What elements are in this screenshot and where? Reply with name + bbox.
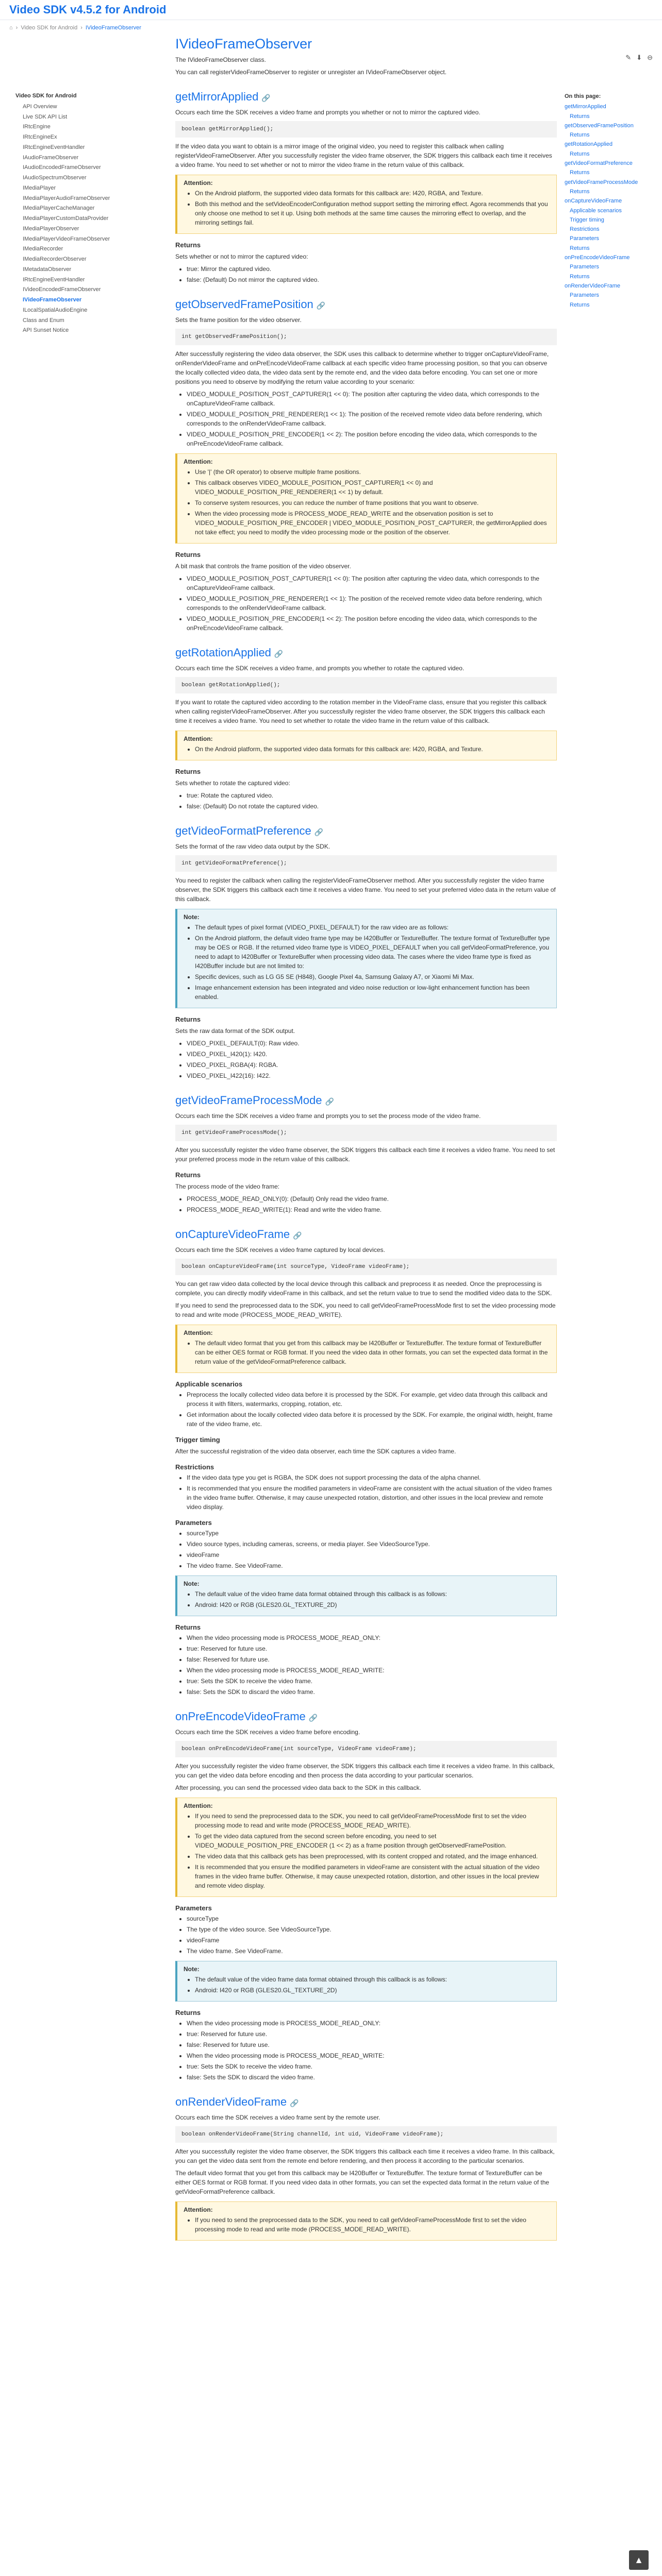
link-icon[interactable]: 🔗	[261, 94, 271, 102]
attention-box-label: Attention:	[184, 735, 213, 742]
list-item: • It is recommended that you ensure the modified parameters in videoFrame are consistent with the actual situation of the video frames in the video frame buffer. Otherwise, it may cause unexpected rotation, distortion, and other issues in the local preview and remote video display.	[195, 1862, 550, 1890]
list-item: • On the Android platform, the default video frame type may be I420Buffer or TextureBuffer. The texture format of TextureBuffer type may be OES or RGB. If the returned video frame type is VIDEO_PIXEL_DEFAULT when you call getVideoFormatPreference, you need to adapt to I420Buffer or TextureBuffer when processing video data. The cases where the video frame type is fixed as I420Buffer include but are not limited to:	[195, 934, 550, 971]
list-item: • PROCESS_MODE_READ_ONLY(0): (Default) Only read the video frame.	[187, 1194, 557, 1204]
list-item: • Specific devices, such as LG G5 SE (H848), Google Pixel 4a, Samsung Galaxy A7, or Xiaomi Mi Max.	[195, 972, 550, 981]
attention-box	[175, 1798, 557, 1897]
toc-link[interactable]: getVideoFormatPreference	[565, 160, 633, 167]
subsection-list	[175, 1390, 557, 1429]
list-item: • VIDEO_PIXEL_DEFAULT(0): Raw video.	[187, 1039, 557, 1048]
attention-box-list	[184, 467, 550, 537]
link-icon[interactable]: 🔗	[325, 1097, 334, 1106]
list-item: • When the video processing mode is PROCESS_MODE_READ_WRITE and the observation position is set to VIDEO_MODULE_POSITION_PRE_ENCODER | VIDEO_MODULE_POSITION_POST_CAPTURER, the getMirrorApplied does not take effect; you need to modify the video processing mode or the position of the observer.	[195, 509, 550, 537]
subsection-heading: Parameters	[175, 1519, 212, 1527]
list-item: • Use '|' (the OR operator) to observe multiple frame positions.	[195, 467, 550, 477]
body-text: After successfully registering the video data observer, the SDK uses this callback to determine whether to trigger onCaptureVideoFrame, onRenderVideoFrame and onPreEncodeVideoFrame callback at each specific video frame processing position, so that you can observe the locally collected video data, the video data sent by the remote end, and the video data before encoding. You can set one or more positions you need to observe by modifying the return value according to your scenario:	[175, 350, 549, 385]
attention-box-label: Attention:	[184, 179, 213, 187]
back-to-top-button[interactable]: ▲	[629, 2550, 649, 2570]
link-icon[interactable]: 🔗	[293, 1231, 302, 1240]
section-description: Occurs each time the SDK receives a video frame and prompts you to set the process mode of the video frame.	[175, 1112, 481, 1120]
list-item: • The default types of pixel format (VIDEO_PIXEL_DEFAULT) for the raw video are as follows:	[195, 923, 550, 932]
subsection-text: After the successful registration of the video data observer, each time the SDK captures a video frame.	[175, 1448, 456, 1455]
page-title: IVideoFrameObserver	[175, 36, 312, 52]
code-block: boolean onRenderVideoFrame(String channelId, int uid, VideoFrame videoFrame);	[175, 2126, 557, 2143]
link-icon[interactable]: 🔗	[274, 650, 284, 658]
attention-box-label: Attention:	[184, 1329, 213, 1336]
attention-box-list	[184, 744, 550, 754]
list-item: • To get the video data captured from the second screen before encoding, you need to set VIDEO_MODULE_POSITION_PRE_ENCODER (1 << 2) as a frame position through getObservedFramePosition.	[195, 1832, 550, 1850]
sidebar-item[interactable]: IAudioSpectrumObserver	[23, 175, 87, 181]
section-title	[175, 1710, 557, 1723]
list-item: • The default video format that you get from this callback may be I420Buffer or TextureBuffer. The texture format of TextureBuffer can be either OES format or RGB format. If you need the video data in other formats, you can set the expected data format in the return value of the getVideoFormatPreference callback.	[195, 1338, 550, 1366]
note-box-list	[184, 1589, 550, 1609]
page-intro: The IVideoFrameObserver class.	[175, 56, 266, 63]
sidebar-item[interactable]: IMediaPlayerCacheManager	[23, 205, 95, 212]
sidebar-item[interactable]: IAudioFrameObserver	[23, 154, 79, 161]
top-bar	[0, 0, 662, 20]
list-item: • On the Android platform, the supported video data formats for this callback are: I420, RGBA, and Texture.	[195, 744, 550, 754]
subsection-heading: Restrictions	[175, 1463, 214, 1471]
toc-sublink[interactable]: Parameters	[570, 235, 599, 242]
body-text: You need to register the callback when calling the registerVideoFrameObserver method. After you successfully register the video frame observer, the SDK triggers this callback each time it receives a video frame. You need to set your preferred video data in the return value of this callback.	[175, 877, 556, 903]
note-box-label: Note:	[184, 1580, 200, 1587]
subsection-heading: Trigger timing	[175, 1436, 220, 1444]
section-title-text: getMirrorApplied	[175, 90, 259, 103]
list-item: • VIDEO_PIXEL_RGBA(4): RGBA.	[187, 1060, 557, 1070]
code-block: int getVideoFrameProcessMode();	[175, 1125, 557, 1141]
returns-heading: Returns	[175, 241, 201, 249]
returns-list	[175, 791, 557, 811]
list-item: • Android: I420 or RGB (GLES20.GL_TEXTURE_2D)	[195, 1600, 550, 1609]
toc-sublink[interactable]: Returns	[570, 188, 590, 195]
toc-link[interactable]: getRotationApplied	[565, 141, 613, 148]
list-item: • VIDEO_MODULE_POSITION_PRE_ENCODER(1 << 2): The position before encoding the video data, which corresponds to the onPreEncodeVideoFrame callback.	[187, 614, 557, 633]
list-item: • VIDEO_PIXEL_I422(16): I422.	[187, 1071, 557, 1080]
sidebar-item[interactable]: IMediaPlayerAudioFrameObserver	[23, 195, 110, 201]
section-description: Sets the frame position for the video observer.	[175, 316, 302, 324]
returns-heading: Returns	[175, 1171, 201, 1179]
code-block: boolean onCaptureVideoFrame(int sourceType, VideoFrame videoFrame);	[175, 1259, 557, 1275]
section-title-text: onPreEncodeVideoFrame	[175, 1710, 306, 1723]
sidebar-item[interactable]: IMetadataObserver	[23, 266, 72, 273]
toc-sublink[interactable]: Applicable scenarios	[570, 207, 622, 214]
list-item: • PROCESS_MODE_READ_WRITE(1): Read and write the video frame.	[187, 1205, 557, 1214]
home-icon[interactable]: ⌂	[9, 25, 13, 31]
section-title-text: getObservedFramePosition	[175, 298, 313, 311]
sidebar-item[interactable]: IMediaRecorderObserver	[23, 256, 87, 262]
sidebar-item[interactable]: IRtcEngineEventHandler	[23, 144, 85, 150]
bullet-list	[175, 389, 557, 448]
link-icon[interactable]: 🔗	[314, 828, 324, 836]
list-item: • VIDEO_MODULE_POSITION_POST_CAPTURER(1 << 0): The position after capturing the video data, which corresponds to the onCaptureVideoFrame callback.	[187, 389, 557, 408]
attention-box-list	[184, 189, 550, 227]
returns-text: Sets whether to rotate the captured video:	[175, 779, 290, 787]
returns-list	[175, 1039, 557, 1080]
attention-box	[175, 731, 557, 760]
list-item: • When the video processing mode is PROCESS_MODE_READ_WRITE:	[187, 1666, 557, 1675]
returns-list	[175, 1194, 557, 1214]
list-item: • If you need to send the preprocessed data to the SDK, you need to call getVideoFrameProcessMode first to set the video processing mode to read and write mode (PROCESS_MODE_READ_WRITE).	[195, 1811, 550, 1830]
list-item: • The type of the video source. See VideoSourceType.	[187, 1925, 557, 1934]
list-item: • To conserve system resources, you can reduce the number of frame positions that you want to observe.	[195, 498, 550, 507]
code-block: int getVideoFormatPreference();	[175, 855, 557, 872]
section-description: Occurs each time the SDK receives a video frame captured by local devices.	[175, 1246, 385, 1253]
list-item: • VIDEO_MODULE_POSITION_PRE_ENCODER(1 << 2): The position before encoding the video data, which corresponds to the onPreEncodeVideoFrame callback.	[187, 430, 557, 448]
note-box-label: Note:	[184, 913, 200, 921]
subsection-list	[175, 2019, 557, 2082]
sidebar-root[interactable]: Video SDK for Android	[15, 93, 77, 99]
list-item: • On the Android platform, the supported video data formats for this callback are: I420, RGBA, and Texture.	[195, 189, 550, 198]
code-block: int getObservedFramePosition();	[175, 329, 557, 345]
list-item: • true: Sets the SDK to receive the video frame.	[187, 1676, 557, 1686]
returns-heading: Returns	[175, 768, 201, 775]
section-title	[175, 2095, 557, 2109]
toc-sublink[interactable]: Returns	[570, 113, 590, 120]
subsection-heading: Applicable scenarios	[175, 1380, 243, 1388]
section-title-text: onRenderVideoFrame	[175, 2095, 287, 2108]
section-description: Occurs each time the SDK receives a video frame before encoding.	[175, 1728, 360, 1736]
toc-link[interactable]: onRenderVideoFrame	[565, 282, 621, 289]
returns-text: A bit mask that controls the frame position of the video observer.	[175, 563, 351, 570]
breadcrumb-current[interactable]: IVideoFrameObserver	[85, 25, 141, 31]
sidebar-item[interactable]: ILocalSpatialAudioEngine	[23, 307, 88, 313]
list-item: • false: Sets the SDK to discard the video frame.	[187, 1687, 557, 1697]
list-item: • false: (Default) Do not rotate the captured video.	[187, 802, 557, 811]
page-tools	[625, 54, 653, 62]
section-title-text: onCaptureVideoFrame	[175, 1228, 290, 1241]
breadcrumb-sep: ›	[80, 25, 82, 31]
subsection-list	[175, 1914, 557, 1956]
body-text: If the video data you want to obtain is a mirror image of the original video, you need to register this callback when calling registerVideoFrameObserver. After you successfully register the video frame observer, the SDK triggers this callback each time it receives a video frame. You need to set whether or not to mirror the video frame in the return value of this callback.	[175, 143, 552, 168]
attention-box-label: Attention:	[184, 1802, 213, 1809]
list-item: • false: Sets the SDK to discard the video frame.	[187, 2073, 557, 2082]
list-item: • VIDEO_MODULE_POSITION_POST_CAPTURER(1 << 0): The position after capturing the video data, which corresponds to the onCaptureVideoFrame callback.	[187, 574, 557, 592]
list-item: • Preprocess the locally collected video data before it is processed by the SDK. For example, get video data through this callback and process it with filters, watermarks, cropping, rotation, etc.	[187, 1390, 557, 1409]
main-content	[175, 36, 557, 2246]
list-item: • When the video processing mode is PROCESS_MODE_READ_WRITE:	[187, 2051, 557, 2060]
list-item: • When the video processing mode is PROCESS_MODE_READ_ONLY:	[187, 1633, 557, 1642]
list-item: • When the video processing mode is PROCESS_MODE_READ_ONLY:	[187, 2019, 557, 2028]
toc-link[interactable]: getMirrorApplied	[565, 104, 606, 110]
list-item: • false: Reserved for future use.	[187, 2040, 557, 2049]
list-item: • The default value of the video frame data format obtained through this callback is as follows:	[195, 1589, 550, 1599]
breadcrumb-sep: ›	[15, 25, 18, 31]
sidebar-item[interactable]: IVideoEncodedFrameObserver	[23, 286, 101, 293]
attention-box	[175, 453, 557, 544]
edit-icon[interactable]: ✎	[625, 54, 632, 61]
attention-box-list	[184, 1811, 550, 1890]
note-box	[175, 909, 557, 1008]
section-description: Occurs each time the SDK receives a video frame sent by the remote user.	[175, 2114, 380, 2121]
sidebar-item[interactable]: IMediaRecorder	[23, 246, 63, 252]
sidebar-item[interactable]: IRtcEngine	[23, 124, 51, 130]
toc-link[interactable]: getVideoFrameProcessMode	[565, 179, 638, 185]
list-item: • videoFrame	[187, 1550, 557, 1560]
returns-list	[175, 574, 557, 633]
sidebar-item[interactable]: IAudioEncodedFrameObserver	[23, 164, 101, 171]
toc-sublink[interactable]: Parameters	[570, 264, 599, 270]
section-title-text: getRotationApplied	[175, 646, 271, 659]
toc-title: On this page:	[565, 93, 601, 99]
attention-box-list	[184, 1338, 550, 1366]
note-box	[175, 1575, 557, 1616]
list-item: • false: Reserved for future use.	[187, 1655, 557, 1664]
attention-box	[175, 2201, 557, 2241]
note-box	[175, 1961, 557, 2002]
section-description: Occurs each time the SDK receives a video frame and prompts you whether or not to mirror the captured video.	[175, 109, 481, 116]
section-title	[175, 1094, 557, 1107]
section-title	[175, 298, 557, 311]
list-item: • true: Reserved for future use.	[187, 1644, 557, 1653]
link-icon[interactable]: 🔗	[308, 1714, 318, 1722]
list-item: • VIDEO_MODULE_POSITION_PRE_RENDERER(1 << 1): The position of the received remote video data before rendering, which corresponds to the onRenderVideoFrame callback.	[187, 594, 557, 613]
body-text: After processing, you can send the processed video data back to the SDK in this callback.	[175, 1784, 421, 1791]
list-item: • sourceType	[187, 1914, 557, 1923]
note-box-list	[184, 923, 550, 1002]
sidebar-item[interactable]: API Overview	[23, 103, 57, 110]
section-title-text: getVideoFrameProcessMode	[175, 1094, 322, 1107]
sidebar-item[interactable]: IMediaPlayer	[23, 184, 56, 191]
list-item: • Both this method and the setVideoEncoderConfiguration method support setting the mirroring effect. Agora recommends that you only choose one method to set it up. Using both methods at the same time causes the mirroring effect to overlap, and the mirroring settings fail.	[195, 199, 550, 227]
list-item: • The video data that this callback gets has been preprocessed, with its content cropped and rotated, and the image enhanced.	[195, 1852, 550, 1861]
sidebar-item[interactable]: API Sunset Notice	[23, 327, 69, 334]
list-item: • videoFrame	[187, 1936, 557, 1945]
toc-sublink[interactable]: Returns	[570, 132, 590, 139]
page-header-title: Video SDK v4.5.2 for Android	[9, 3, 167, 16]
section-title-text: getVideoFormatPreference	[175, 824, 311, 837]
section-description: Occurs each time the SDK receives a video frame, and prompts you whether to rotate the captured video.	[175, 665, 465, 672]
sidebar-item[interactable]: Class and Enum	[23, 317, 64, 324]
note-box-label: Note:	[184, 1965, 200, 1973]
code-block: boolean getMirrorApplied();	[175, 121, 557, 138]
list-item: • The video frame. See VideoFrame.	[187, 1946, 557, 1956]
list-item: • true: Sets the SDK to receive the video frame.	[187, 2062, 557, 2071]
attention-box-list	[184, 2215, 550, 2234]
list-item: • It is recommended that you ensure the modified parameters in videoFrame are consistent with the actual situation of the video frames in the video frame buffer. Otherwise, it may cause unexpected rotation, distortion, and other issues in the local preview and remote video display.	[187, 1484, 557, 1512]
returns-text: Sets the raw data format of the SDK output.	[175, 1027, 295, 1035]
sidebar-item[interactable]: IMediaPlayerCustomDataProvider	[23, 215, 109, 222]
section-description: Sets the format of the raw video data output by the SDK.	[175, 843, 330, 850]
toc-link[interactable]: getObservedFramePosition	[565, 122, 634, 129]
returns-heading: Returns	[175, 551, 201, 558]
body-text: If you want to rotate the captured video according to the rotation member in the VideoFrame class, ensure that you register this callback when calling registerVideoFrameObserver. After you successfully register the video frame observer, the SDK triggers this callback each time it receives a video frame. You need to set whether to rotate the video frame in the return value of this callback.	[175, 699, 547, 724]
breadcrumb	[0, 20, 662, 36]
toc-sublink[interactable]: Trigger timing	[570, 216, 604, 223]
body-text: After you successfully register the video frame observer, the SDK triggers this callback each time it receives a video frame. In this callback, you can get the video data sent from the remote end before rendering, and then process it according to the particular scenarios.	[175, 2148, 555, 2164]
list-item: • The video frame. See VideoFrame.	[187, 1561, 557, 1570]
sidebar-item[interactable]: IMediaPlayerVideoFrameObserver	[23, 235, 110, 242]
breadcrumb-parent[interactable]: Video SDK for Android	[21, 25, 78, 31]
returns-list	[175, 264, 557, 284]
link-icon[interactable]: 🔗	[316, 301, 326, 310]
list-item: • false: (Default) Do not mirror the captured video.	[187, 275, 557, 284]
sidebar-item[interactable]: IVideoFrameObserver	[23, 297, 82, 303]
collapse-icon[interactable]: ⊖	[647, 54, 653, 61]
returns-heading: Returns	[175, 1015, 201, 1023]
note-box-list	[184, 1975, 550, 1995]
list-item: • sourceType	[187, 1529, 557, 1538]
toc-sublink[interactable]: Returns	[570, 170, 590, 176]
subsection-list	[175, 1473, 557, 1512]
body-text: After you successfully register the video frame observer, the SDK triggers this callback each time it receives a video frame. You need to set your preferred process mode in the return value of this callback.	[175, 1146, 555, 1163]
sidebar-item[interactable]: IMediaPlayerObserver	[23, 225, 79, 232]
section-title	[175, 90, 557, 104]
toc-sublink[interactable]: Returns	[570, 273, 590, 280]
list-item: • This callback observes VIDEO_MODULE_POSITION_POST_CAPTURER(1 << 0) and VIDEO_MODULE_POSITION_PRE_RENDERER(1 << 1) by default.	[195, 478, 550, 497]
list-item: • Get information about the locally collected video data before it is processed by the SDK. For example, the original width, height, frame rate of the video frame, etc.	[187, 1410, 557, 1429]
attention-box	[175, 175, 557, 234]
download-icon[interactable]: ⬇	[636, 54, 642, 61]
section-title	[175, 1228, 557, 1241]
list-item: • Image enhancement extension has been integrated and video noise reduction or low-light enhancement function has been enabled.	[195, 983, 550, 1002]
sidebar-item[interactable]: IRtcEngineEventHandler	[23, 276, 85, 283]
subsection-list	[175, 1633, 557, 1697]
returns-text: Sets whether or not to mirror the captured video:	[175, 253, 308, 260]
toc-sublink[interactable]: Parameters	[570, 292, 599, 299]
attention-box-label: Attention:	[184, 2206, 213, 2213]
list-item: • The default value of the video frame data format obtained through this callback is as follows:	[195, 1975, 550, 1984]
subsection-heading: Parameters	[175, 1904, 212, 1912]
sidebar-item[interactable]: Live SDK API List	[23, 113, 68, 120]
body-text: The default video format that you get from this callback may be I420Buffer or TextureBuffer. The texture format of TextureBuffer can be either OES format or RGB format. If you need video data in other formats, you can set the expected data format in the return value of the getVideoFormatPreference callback.	[175, 2170, 550, 2195]
code-block: boolean onPreEncodeVideoFrame(int sourceType, VideoFrame videoFrame);	[175, 1741, 557, 1757]
list-item: • Android: I420 or RGB (GLES20.GL_TEXTURE_2D)	[195, 1986, 550, 1995]
section-title	[175, 824, 557, 838]
list-item: • true: Mirror the captured video.	[187, 264, 557, 274]
attention-box	[175, 1325, 557, 1373]
attention-box-label: Attention:	[184, 458, 213, 465]
list-item: • Video source types, including cameras, screens, or media player. See VideoSourceType.	[187, 1539, 557, 1549]
sidebar-item[interactable]: IRtcEngineEx	[23, 134, 57, 140]
body-text: If you need to send the preprocessed data to the SDK, you need to call getVideoFrameProcessMode first to set the video processing mode to read and write mode (PROCESS_MODE_READ_WRITE).	[175, 1302, 556, 1318]
toc-sublink[interactable]: Returns	[570, 150, 590, 157]
toc-link[interactable]: onPreEncodeVideoFrame	[565, 255, 630, 261]
subsection-heading: Returns	[175, 2009, 201, 2016]
page-intro-2: You can call registerVideoFrameObserver to register or unregister an IVideoFrameObserver object.	[175, 69, 447, 76]
list-item: • VIDEO_MODULE_POSITION_PRE_RENDERER(1 << 1): The position of the received remote video data before rendering, which corresponds to the onRenderVideoFrame callback.	[187, 410, 557, 428]
toc-sublink[interactable]: Returns	[570, 301, 590, 308]
subsection-heading: Returns	[175, 1623, 201, 1631]
returns-text: The process mode of the video frame:	[175, 1183, 280, 1190]
toc-sublink[interactable]: Returns	[570, 245, 590, 251]
list-item: • true: Reserved for future use.	[187, 2029, 557, 2039]
body-text: You can get raw video data collected by the local device through this callback and preprocess it as needed. Once the preprocessing is complete, you can directly modify videoFrame in this callback, and set the return value to true to send the modified video data to the SDK.	[175, 1280, 552, 1297]
code-block: boolean getRotationApplied();	[175, 677, 557, 693]
section-title	[175, 646, 557, 659]
sidebar	[15, 93, 119, 336]
body-text: After you successfully register the video frame observer, the SDK triggers this callback each time it receives a video frame. In this callback, you can get the video data before encoding and then process the data according to your particular scenarios.	[175, 1762, 555, 1779]
toc-link[interactable]: onCaptureVideoFrame	[565, 198, 622, 205]
link-icon[interactable]: 🔗	[290, 2099, 299, 2107]
list-item: • If you need to send the preprocessed data to the SDK, you need to call getVideoFrameProcessMode first to set the video processing mode to read and write mode (PROCESS_MODE_READ_WRITE).	[195, 2215, 550, 2234]
list-item: • true: Rotate the captured video.	[187, 791, 557, 800]
table-of-contents	[565, 93, 647, 310]
list-item: • VIDEO_PIXEL_I420(1): I420.	[187, 1049, 557, 1059]
list-item: • If the video data type you get is RGBA, the SDK does not support processing the data of the alpha channel.	[187, 1473, 557, 1482]
toc-sublink[interactable]: Restrictions	[570, 226, 600, 233]
subsection-list	[175, 1529, 557, 1570]
